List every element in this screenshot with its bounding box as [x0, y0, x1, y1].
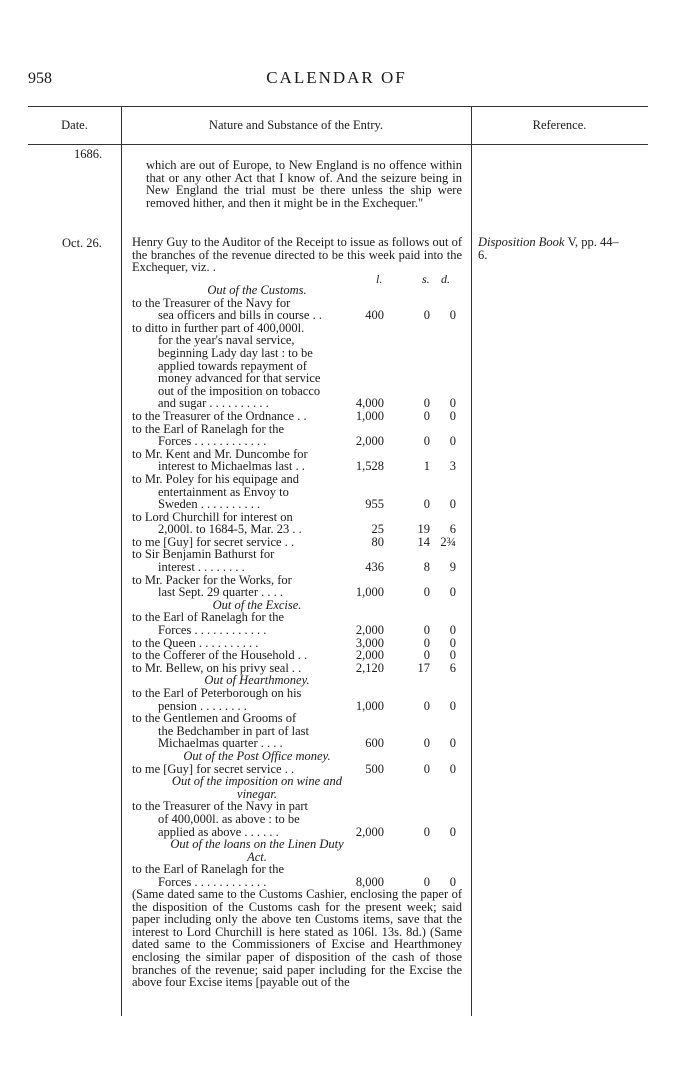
table-row — [132, 498, 462, 511]
amount-d: 0 — [449, 585, 456, 600]
amount-l: 1,000 — [355, 408, 384, 423]
amount-d: 0 — [449, 635, 456, 650]
section-caption — [132, 750, 462, 763]
amount-l: 2,000 — [355, 648, 384, 663]
section-caption — [132, 838, 462, 851]
lsd-header-l: l. — [376, 272, 383, 286]
row-description: beginning Lady day last : to be — [158, 345, 313, 360]
table-row — [132, 372, 462, 385]
row-description: to the Earl of Ranelagh for the — [132, 862, 285, 877]
amount-s: 0 — [423, 308, 430, 323]
amount-l: 2,000 — [355, 434, 384, 449]
amount-s: 0 — [423, 408, 430, 423]
amount-d: 0 — [449, 698, 456, 713]
row-description: Michaelmas quarter . . . . — [158, 736, 283, 751]
amount-s: 0 — [423, 648, 430, 663]
entry-intro-text: Henry Guy to the Auditor of the Receipt to issue as follows out of the branches of the revenue directed to be this week paid into the Exchequer, viz. . — [132, 235, 462, 275]
amount-l: 25 — [371, 522, 384, 537]
row-description: applied towards repayment of — [158, 358, 307, 373]
row-description: out of the imposition on tobacco — [158, 383, 321, 398]
amount-s: 8 — [423, 560, 430, 575]
amount-d: 0 — [449, 736, 456, 751]
amount-s: 0 — [423, 434, 430, 449]
amount-s: 0 — [423, 623, 430, 638]
section-caption-text: Out of the Post Office money. — [183, 748, 331, 763]
row-description: to Mr. Packer for the Works, for — [132, 572, 292, 587]
column-divider-right — [471, 106, 472, 1016]
amount-l: 2,000 — [355, 824, 384, 839]
table-row — [132, 712, 462, 725]
entry-year: 1686. — [74, 147, 103, 161]
amount-l: 3,000 — [355, 635, 384, 650]
row-description: money advanced for that service — [158, 371, 321, 386]
amount-l: 500 — [365, 761, 384, 776]
amount-d: 0 — [449, 874, 456, 889]
row-description: Forces . . . . . . . . . . . . — [158, 623, 267, 638]
section-caption-text: Out of the Customs. — [207, 283, 307, 297]
row-description: last Sept. 29 quarter . . . . — [158, 585, 283, 600]
amount-d: 0 — [449, 761, 456, 776]
amount-s: 19 — [417, 522, 430, 537]
row-description: to me [Guy] for secret service . . — [132, 534, 295, 549]
amount-l: 600 — [365, 736, 384, 751]
amount-d: 0 — [449, 623, 456, 638]
lsd-header-s: s. — [422, 272, 430, 286]
amount-s: 17 — [417, 660, 430, 675]
column-header-nature: Nature and Substance of the Entry. — [208, 118, 384, 132]
row-description: the Bedchamber in part of last — [158, 723, 309, 738]
amount-l: 80 — [371, 534, 384, 549]
row-description: to the Earl of Ranelagh for the — [132, 610, 285, 625]
amount-d: 9 — [449, 560, 456, 575]
table-row — [132, 309, 462, 322]
payment-items — [132, 284, 462, 889]
page-number: 958 — [28, 70, 52, 87]
lsd-header-d: d. — [441, 272, 450, 286]
amount-l: 2,000 — [355, 623, 384, 638]
column-header-date: Date. — [61, 118, 88, 132]
amount-d: 0 — [449, 497, 456, 512]
row-description: to ditto in further part of 400,000l. — [132, 320, 305, 335]
amount-l: 955 — [365, 497, 384, 512]
section-caption — [132, 775, 462, 788]
table-row — [132, 410, 462, 423]
section-caption-text: Out of the imposition on wine and — [171, 774, 343, 789]
amount-s: 0 — [423, 396, 430, 411]
amount-s: 0 — [423, 698, 430, 713]
row-description: to the Gentlemen and Grooms of — [132, 711, 297, 726]
row-description: to the Earl of Ranelagh for the — [132, 421, 285, 436]
section-caption — [132, 284, 462, 297]
section-caption-text: vinegar. — [237, 786, 277, 801]
row-description: entertainment as Envoy to — [158, 484, 289, 499]
row-description: and sugar . . . . . . . . . . — [158, 396, 269, 411]
amount-l: 1,000 — [355, 698, 384, 713]
table-row — [132, 473, 462, 486]
row-description: of 400,000l. as above : to be — [158, 811, 300, 826]
row-description: to Mr. Bellew, on his privy seal . . — [132, 660, 302, 675]
section-caption-text: Act. — [247, 849, 267, 864]
amount-l: 2,120 — [355, 660, 384, 675]
amount-l: 436 — [365, 560, 384, 575]
row-description: interest . . . . . . . . — [158, 560, 245, 575]
row-description: Sweden . . . . . . . . . . — [158, 497, 261, 512]
amount-s: 0 — [423, 585, 430, 600]
table-row — [132, 561, 462, 574]
row-description: for the year's naval service, — [158, 333, 295, 348]
entry-reference — [478, 236, 628, 261]
row-description: interest to Michaelmas last . . — [158, 459, 305, 474]
table-row — [132, 649, 462, 662]
amount-d: 0 — [449, 824, 456, 839]
row-description: to Lord Churchill for interest on — [132, 509, 293, 524]
amount-s: 0 — [423, 824, 430, 839]
table-row — [132, 624, 462, 637]
row-description: sea officers and bills in course . . — [158, 308, 322, 323]
row-description: to the Queen . . . . . . . . . . — [132, 635, 259, 650]
row-description: Forces . . . . . . . . . . . . — [158, 434, 267, 449]
row-description: applied as above . . . . . . — [158, 824, 279, 839]
section-caption-text: Out of the loans on the Linen Duty — [170, 837, 344, 852]
row-description: pension . . . . . . . . — [158, 698, 247, 713]
amount-l: 1,000 — [355, 585, 384, 600]
row-description: to Mr. Poley for his equipage and — [132, 471, 299, 486]
amount-l: 1,528 — [355, 459, 384, 474]
amount-d: 3 — [449, 459, 456, 474]
row-description: 2,000l. to 1684-5, Mar. 23 . . — [158, 522, 302, 537]
amount-s: 0 — [423, 635, 430, 650]
amount-s: 0 — [423, 761, 430, 776]
table-row — [132, 347, 462, 360]
row-description: to me [Guy] for secret service . . — [132, 761, 295, 776]
table-row — [132, 523, 462, 536]
amount-d: 0 — [449, 396, 456, 411]
amount-d: 0 — [449, 648, 456, 663]
amount-d: 0 — [449, 308, 456, 323]
row-description: to the Treasurer of the Navy in part — [132, 799, 309, 814]
amount-d: 2¾ — [440, 534, 456, 549]
row-description: to the Treasurer of the Ordnance . . — [132, 408, 307, 423]
reference-book: Disposition Book — [478, 235, 565, 249]
amount-s: 14 — [417, 534, 430, 549]
amount-s: 0 — [423, 874, 430, 889]
running-title: CALENDAR OF — [266, 68, 407, 87]
entry-tail-text: (Same dated same to the Customs Cashier, enclosing the paper of the disposition of the Customs cash for the present week; said paper including only the above ten Customs items, save that the interest to Lord Churchill is here stated as 106l. 13s. 8d.) (Same dated same to the Commissioners of Excise and Hearthmoney enclosing the similar paper of disposition of the cash of those branches of the revenue; said paper including for the Excise the above four Excise items [payable out of the — [132, 887, 462, 990]
amount-d: 0 — [449, 434, 456, 449]
amount-s: 0 — [423, 497, 430, 512]
amount-l: 8,000 — [355, 874, 384, 889]
amount-l: 400 — [365, 308, 384, 323]
column-divider-left — [121, 106, 122, 1016]
amount-d: 0 — [449, 408, 456, 423]
amount-l: 4,000 — [355, 396, 384, 411]
row-description: to Sir Benjamin Bathurst for — [132, 547, 275, 562]
section-caption-text: Out of Hearthmoney. — [204, 673, 310, 688]
row-description: to Mr. Kent and Mr. Duncombe for — [132, 446, 308, 461]
column-header-reference: Reference. — [532, 118, 587, 132]
amount-s: 0 — [423, 736, 430, 751]
row-description: to the Earl of Peterborough on his — [132, 686, 302, 700]
table-row — [132, 435, 462, 448]
table-row — [132, 687, 462, 700]
row-description: Forces . . . . . . . . . . . . — [158, 874, 267, 889]
amount-d: 6 — [449, 660, 456, 675]
entry-continuation-text: which are out of Europe, to New England is no offence within that or any other Act that I know of. And the seizure being in New England the trial must be there unless the ship were removed hither, and then it might be in the Exchequer." — [146, 158, 462, 210]
table-row — [132, 813, 462, 826]
amount-s: 1 — [423, 459, 430, 474]
section-caption-text: Out of the Excise. — [212, 597, 302, 612]
row-description: to the Cofferer of the Household . . — [132, 648, 308, 663]
row-description: to the Treasurer of the Navy for — [132, 295, 291, 310]
table-row — [132, 586, 462, 599]
reference-pages: V, pp. 44–6. — [478, 235, 619, 262]
entry-date: Oct. 26. — [62, 236, 102, 250]
amount-d: 6 — [449, 522, 456, 537]
